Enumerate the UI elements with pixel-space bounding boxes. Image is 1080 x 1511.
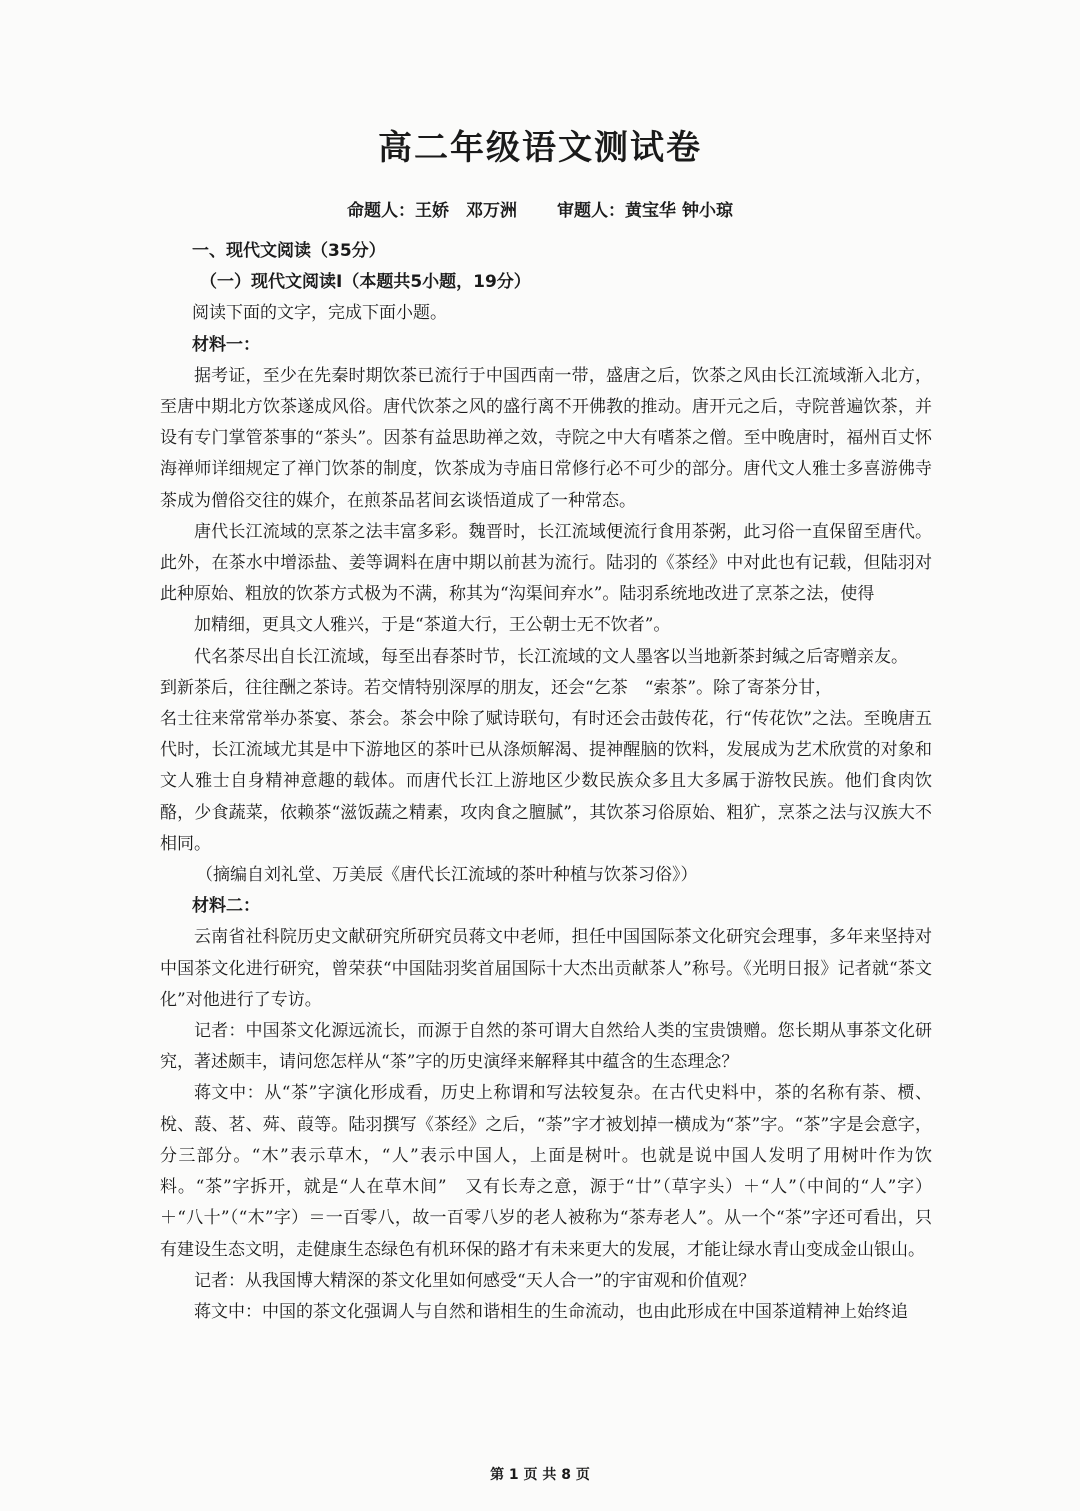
subsection-heading: （一）现代文阅读Ⅰ（本题共5小题，19分）: [200, 272, 531, 293]
material-one-paragraph: 到新茶后，往往酬之茶诗。若交情特别深厚的朋友，还会“乞茶 “索茶”。除了寄茶分甘，: [160, 677, 833, 698]
material-two-paragraph: 蒋文中：从“茶”字演化形成看，历史上称谓和写法较复杂。在古代史料中，茶的名称有荼、槚、梲、蔎、茗、荈、葭等。陆羽撰写《茶经》之后，“荼”字才被划掉一横成为“茶”字。“茶”字是会意字，分三部分。“木”表示草木，“人”表示中国人，上面是树叶。也就是说中国人发明了用树叶作为饮料。“茶”字拆开，就是“人在草木间” 又有长寿之意，源于“廿”（草字头）＋“人”（中间的“人”字）＋“八十”（“木”字）＝一百零八，故一百零八岁的老人被称为“茶寿老人”。从一个“茶”字还可看出，只有建设生态文明，走健康生态绿色有机环保的路才有未来更大的发展，才能让绿水青山变成金山银山。: [160, 1083, 932, 1260]
material-one-paragraph: 唐代长江流域的烹茶之法丰富多彩。魏晋时，长江流域便流行食用茶粥，此习俗一直保留至唐代。此外，在茶水中增添盐、姜等调料在唐中期以前甚为流行。陆羽的《茶经》中对此也有记载，但陆羽对此种原始、粗放的饮茶方式极为不满，称其为“沟渠间弃水”。陆羽系统地改进了烹茶之法，使得: [160, 521, 932, 605]
material-one-paragraph: 加精细，更具文人雅兴，于是“茶道大行，王公朝士无不饮者”。: [194, 615, 671, 636]
instruction-text: 阅读下面的文字，完成下面小题。: [192, 303, 447, 324]
material-two-paragraph: 记者：从我国博大精深的茶文化里如何感受“天人合一”的宇宙观和价值观？: [194, 1270, 756, 1291]
material-one-source: （摘编自刘礼堂、万美辰《唐代长江流域的茶叶种植与饮茶习俗》）: [196, 865, 698, 886]
material-one-label: 材料一：: [192, 334, 260, 355]
page-number: 第 1 页 共 8 页: [490, 1467, 590, 1483]
exam-body: [152, 236, 949, 1328]
section-heading: 一、现代文阅读（35分）: [192, 241, 386, 261]
material-one-paragraph: 代名茶尽出自长江流域，每至出春茶时节，长江流域的文人墨客以当地新茶封缄之后寄赠亲友。: [194, 646, 908, 667]
material-one-paragraph: 名士往来常常举办茶宴、茶会。茶会中除了赋诗联句，有时还会击鼓传花，行“传花饮”之法。至晚唐五代时，长江流域尤其是中下游地区的茶叶已从涤烦解渴、提神醒脑的饮料，发展成为艺术欣赏的对象和文人雅士自身精神意趣的载体。而唐代长江上游地区少数民族众多且大多属于游牧民族。他们食肉饮酪，少食蔬菜，依赖茶“滋饭蔬之精素，攻肉食之膻腻”，其饮茶习俗原始、粗犷，烹茶之法与汉族大不相同。: [160, 709, 932, 854]
material-one-paragraph: 据考证，至少在先秦时期饮茶已流行于中国西南一带，盛唐之后，饮茶之风由长江流域渐入北方，至唐中期北方饮茶遂成风俗。唐代饮茶之风的盛行离不开佛教的推动。唐开元之后，寺院普遍饮茶，并设有专门掌管茶事的“茶头”。因茶有益思助禅之效，寺院之中大有嗜茶之僧。至中晚唐时，福州百丈怀海禅师详细规定了禅门饮茶的制度，饮茶成为寺庙日常修行必不可少的部分。唐代文人雅士多喜游佛寺 茶成为僧俗交往的媒介，在煎茶品茗间玄谈悟道成了一种常态。: [160, 365, 949, 511]
material-two-paragraph: 蒋文中：中国的茶文化强调人与自然和谐相生的生命流动，也由此形成在中国茶道精神上始终追: [194, 1301, 908, 1322]
material-two-paragraph: 记者：中国茶文化源远流长，而源于自然的茶可谓大自然给人类的宝贵馈赠。您长期从事茶文化研究，著述颇丰，请问您怎样从“茶”字的历史演绎来解释其中蕴含的生态理念？: [160, 1021, 932, 1073]
exam-title: 高二年级语文测试卷: [378, 128, 702, 168]
material-two-paragraph: 云南省社科院历史文献研究所研究员蒋文中老师，担任中国国际茶文化研究会理事，多年来坚持对中国茶文化进行研究，曾荣获“中国陆羽奖首届国际十大杰出贡献茶人”称号。《光明日报》记者就“茶文化”对他进行了专访。: [160, 927, 932, 1010]
reviewers: 审题人：黄宝华 钟小琼: [557, 201, 733, 221]
author-line: [0, 196, 1080, 221]
question-setters: 命题人：王娇 邓万洲: [347, 201, 518, 221]
material-two-label: 材料二：: [192, 896, 260, 917]
